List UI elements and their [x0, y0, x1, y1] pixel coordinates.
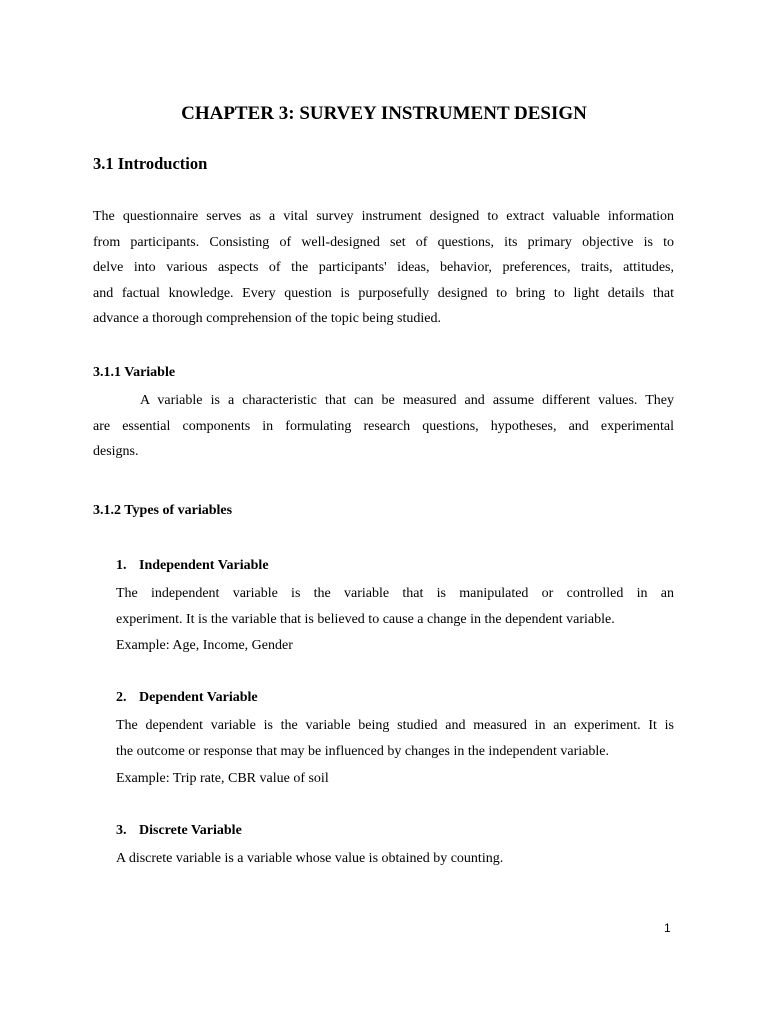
chapter-title: CHAPTER 3: SURVEY INSTRUMENT DESIGN	[181, 103, 587, 124]
paragraph-line: A variable is a characteristic that can be measured and assume different values. They	[140, 393, 674, 408]
list-item-title: Discrete Variable	[139, 823, 242, 838]
list-item-title: Independent Variable	[139, 558, 269, 573]
list-item-line: A discrete variable is a variable whose value is obtained by counting.	[116, 851, 504, 866]
paragraph-line: and factual knowledge. Every question is purposefully designed to bring to light details that	[93, 285, 674, 301]
list-item-line: The independent variable is the variable that is manipulated or controlled in an	[116, 586, 674, 601]
section-heading-introduction: 3.1 Introduction	[93, 154, 208, 173]
list-item-line: The dependent variable is the variable being studied and measured in an experiment. It is	[116, 718, 674, 733]
list-item-number: 1.	[116, 558, 127, 573]
list-item-body-dependent-variable	[116, 713, 674, 764]
subsection-heading-types-of-variables: 3.1.2 Types of variables	[93, 503, 233, 518]
subsection-heading-variable: 3.1.1 Variable	[93, 365, 176, 380]
list-item-heading-dependent-variable	[116, 688, 258, 708]
paragraph-line: The questionnaire serves as a vital survey instrument designed to extract valuable information	[93, 209, 674, 224]
paragraph-line: designs.	[93, 444, 139, 459]
list-item-body-independent-variable	[116, 581, 674, 632]
list-item-body-discrete-variable	[116, 846, 674, 872]
list-item-number: 3.	[116, 823, 127, 838]
list-item-number: 2.	[116, 690, 127, 705]
list-item-heading-independent-variable	[116, 556, 269, 576]
list-item-title: Dependent Variable	[139, 690, 258, 705]
list-item-heading-discrete-variable	[116, 821, 242, 841]
list-item-example-independent-variable: Example: Age, Income, Gender	[116, 638, 293, 653]
paragraph-line: advance a thorough comprehension of the topic being studied.	[93, 311, 441, 326]
variable-paragraph	[93, 388, 674, 465]
list-item-line: experiment. It is the variable that is believed to cause a change in the dependent variable.	[116, 611, 615, 627]
paragraph-line: from participants. Consisting of well-designed set of questions, its primary objective is to	[93, 234, 674, 250]
list-item-example-dependent-variable: Example: Trip rate, CBR value of soil	[116, 771, 329, 786]
paragraph-line: are essential components in formulating research questions, hypotheses, and experimental	[93, 418, 674, 434]
paragraph-line: delve into various aspects of the participants' ideas, behavior, preferences, traits, attitudes,	[93, 260, 674, 275]
introduction-paragraph	[93, 204, 674, 332]
list-item-line: the outcome or response that may be influenced by changes in the independent variable.	[116, 743, 609, 759]
page-number: 1	[664, 921, 671, 935]
